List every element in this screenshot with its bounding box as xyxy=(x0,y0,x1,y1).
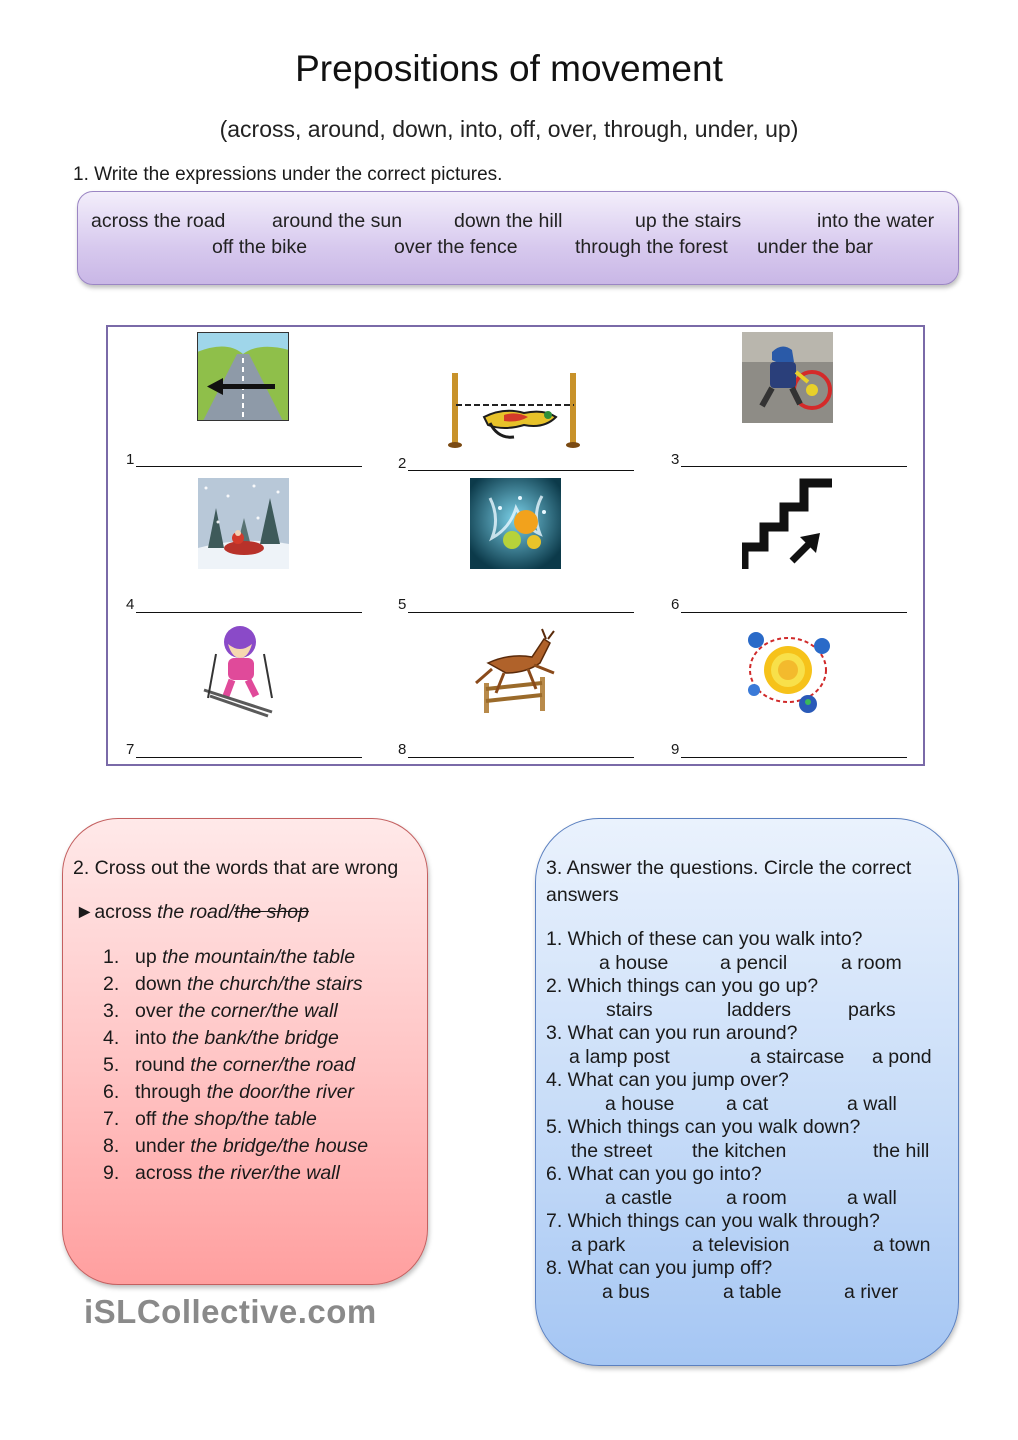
answer-option[interactable]: the hill xyxy=(873,1140,930,1162)
answer-option[interactable]: a cat xyxy=(726,1093,769,1115)
item-number: 3. xyxy=(103,1000,120,1022)
list-item xyxy=(103,1081,354,1104)
word-bank-item: up the stairs xyxy=(635,210,742,232)
list-item xyxy=(103,946,355,969)
snowy-forest-sleigh-icon xyxy=(198,478,289,569)
deer-jumping-fence-icon xyxy=(470,627,562,717)
answer-option[interactable]: a wall xyxy=(847,1093,897,1115)
item-prep: under xyxy=(135,1135,185,1157)
list-item xyxy=(103,973,363,996)
word-bank-item: over the fence xyxy=(394,236,518,258)
question: 3. What can you run around? xyxy=(546,1022,798,1044)
answer-option[interactable]: parks xyxy=(848,999,896,1021)
answer-line[interactable] xyxy=(681,466,907,467)
answer-number: 3 xyxy=(671,451,680,468)
list-item xyxy=(103,1135,368,1158)
item-options[interactable]: the bridge/the house xyxy=(190,1135,369,1157)
item-prep: into xyxy=(135,1027,167,1049)
example-correct: the road/ xyxy=(157,901,235,923)
item-options[interactable]: the shop/the table xyxy=(161,1108,317,1130)
answer-option[interactable]: a room xyxy=(841,952,902,974)
item-options[interactable]: the corner/the wall xyxy=(178,1000,338,1022)
item-number: 2. xyxy=(103,973,120,995)
road-arrow-icon xyxy=(197,332,289,421)
answer-option[interactable]: a room xyxy=(726,1187,787,1209)
answer-number: 5 xyxy=(398,596,407,613)
list-item xyxy=(103,1027,339,1050)
answer-number: 6 xyxy=(671,596,680,613)
item-prep: across xyxy=(135,1162,193,1184)
answer-option[interactable]: the street xyxy=(571,1140,653,1162)
answer-option[interactable]: a house xyxy=(605,1093,675,1115)
exercise3-instruction: 3. Answer the questions. Circle the correct xyxy=(546,857,912,879)
question: 4. What can you jump over? xyxy=(546,1069,789,1091)
word-bank-item: down the hill xyxy=(454,210,563,232)
answer-option[interactable]: a bus xyxy=(602,1281,650,1303)
answer-option[interactable]: a pond xyxy=(872,1046,932,1068)
answer-option[interactable]: a wall xyxy=(847,1187,897,1209)
example-prep: across xyxy=(94,901,152,923)
answer-line[interactable] xyxy=(408,470,634,471)
answer-option[interactable]: a town xyxy=(873,1234,931,1256)
answer-option[interactable]: a staircase xyxy=(750,1046,845,1068)
answer-option[interactable]: a lamp post xyxy=(569,1046,670,1068)
exercise2-instruction: 2. Cross out the words that are wrong xyxy=(73,857,399,879)
word-bank-item: under the bar xyxy=(757,236,874,258)
item-options[interactable]: the corner/the road xyxy=(190,1054,356,1076)
item-prep: round xyxy=(135,1054,185,1076)
item-prep: up xyxy=(135,946,157,968)
item-options[interactable]: the river/the wall xyxy=(197,1162,340,1184)
answer-number: 4 xyxy=(126,596,135,613)
word-bank-item: off the bike xyxy=(212,236,308,258)
answer-option[interactable]: a television xyxy=(692,1234,790,1256)
answer-line[interactable] xyxy=(408,757,634,758)
earth-orbit-sun-icon xyxy=(742,624,834,716)
exercise3-box xyxy=(535,818,959,1366)
answer-line[interactable] xyxy=(136,466,362,467)
item-number: 9. xyxy=(103,1162,120,1184)
answer-number: 7 xyxy=(126,741,135,758)
exercise2-example xyxy=(75,901,309,924)
item-options[interactable]: the door/the river xyxy=(206,1081,354,1103)
picture-grid xyxy=(106,325,925,766)
question: 5. Which things can you walk down? xyxy=(546,1116,861,1138)
item-options[interactable]: the bank/the bridge xyxy=(171,1027,339,1049)
answer-option[interactable]: a pencil xyxy=(720,952,788,974)
item-number: 1. xyxy=(103,946,120,968)
pointer-icon: ► xyxy=(75,901,95,923)
item-number: 8. xyxy=(103,1135,120,1157)
word-bank-item: across the road xyxy=(91,210,226,232)
example-wrong: the shop xyxy=(234,901,309,923)
page-subtitle: (across, around, down, into, off, over, through, under, up) xyxy=(219,116,799,142)
list-item xyxy=(103,1108,317,1131)
item-prep: over xyxy=(135,1000,173,1022)
exercise1-instruction: 1. Write the expressions under the correct pictures. xyxy=(73,164,503,185)
answer-option[interactable]: a table xyxy=(723,1281,782,1303)
list-item xyxy=(103,1054,355,1077)
item-prep: off xyxy=(135,1108,157,1130)
answer-line[interactable] xyxy=(136,757,362,758)
item-prep: down xyxy=(135,973,182,995)
item-number: 7. xyxy=(103,1108,120,1130)
answer-line[interactable] xyxy=(681,612,907,613)
question: 7. Which things can you walk through? xyxy=(546,1210,880,1232)
item-prep: through xyxy=(135,1081,202,1103)
page-title: Prepositions of movement xyxy=(295,48,723,89)
answer-line[interactable] xyxy=(136,612,362,613)
question: 8. What can you jump off? xyxy=(546,1257,773,1279)
answer-option[interactable]: stairs xyxy=(606,999,653,1021)
item-number: 4. xyxy=(103,1027,120,1049)
item-number: 5. xyxy=(103,1054,120,1076)
answer-number: 9 xyxy=(671,741,680,758)
exercise3-instruction: answers xyxy=(546,884,619,906)
limbo-bar-icon xyxy=(444,367,586,451)
skier-downhill-icon xyxy=(198,624,276,718)
list-item xyxy=(103,1162,340,1185)
answer-option[interactable]: ladders xyxy=(727,999,791,1021)
fruit-splash-water-icon xyxy=(470,478,561,569)
answer-option[interactable]: a castle xyxy=(605,1187,673,1209)
stairs-up-arrow-icon xyxy=(742,477,834,571)
answer-number: 2 xyxy=(398,455,407,472)
question: 1. Which of these can you walk into? xyxy=(546,928,863,950)
question: 6. What can you go into? xyxy=(546,1163,762,1185)
answer-number: 1 xyxy=(126,451,135,468)
word-bank-item: around the sun xyxy=(272,210,403,232)
answer-option[interactable]: a park xyxy=(571,1234,626,1256)
list-item xyxy=(103,1000,338,1023)
item-options[interactable]: the church/the stairs xyxy=(187,973,363,995)
bike-fall-icon xyxy=(742,332,833,423)
item-number: 6. xyxy=(103,1081,120,1103)
answer-line[interactable] xyxy=(408,612,634,613)
answer-option[interactable]: the kitchen xyxy=(692,1140,787,1162)
exercise2-box xyxy=(62,818,428,1285)
word-bank-item: into the water xyxy=(817,210,935,232)
item-options[interactable]: the mountain/the table xyxy=(162,946,356,968)
answer-option[interactable]: a river xyxy=(844,1281,899,1303)
word-bank-item: through the forest xyxy=(575,236,728,258)
answer-line[interactable] xyxy=(681,757,907,758)
answer-number: 8 xyxy=(398,741,407,758)
question: 2. Which things can you go up? xyxy=(546,975,819,997)
site-logo: iSLCollective.com xyxy=(84,1293,377,1330)
answer-option[interactable]: a house xyxy=(599,952,669,974)
word-bank xyxy=(77,191,959,285)
